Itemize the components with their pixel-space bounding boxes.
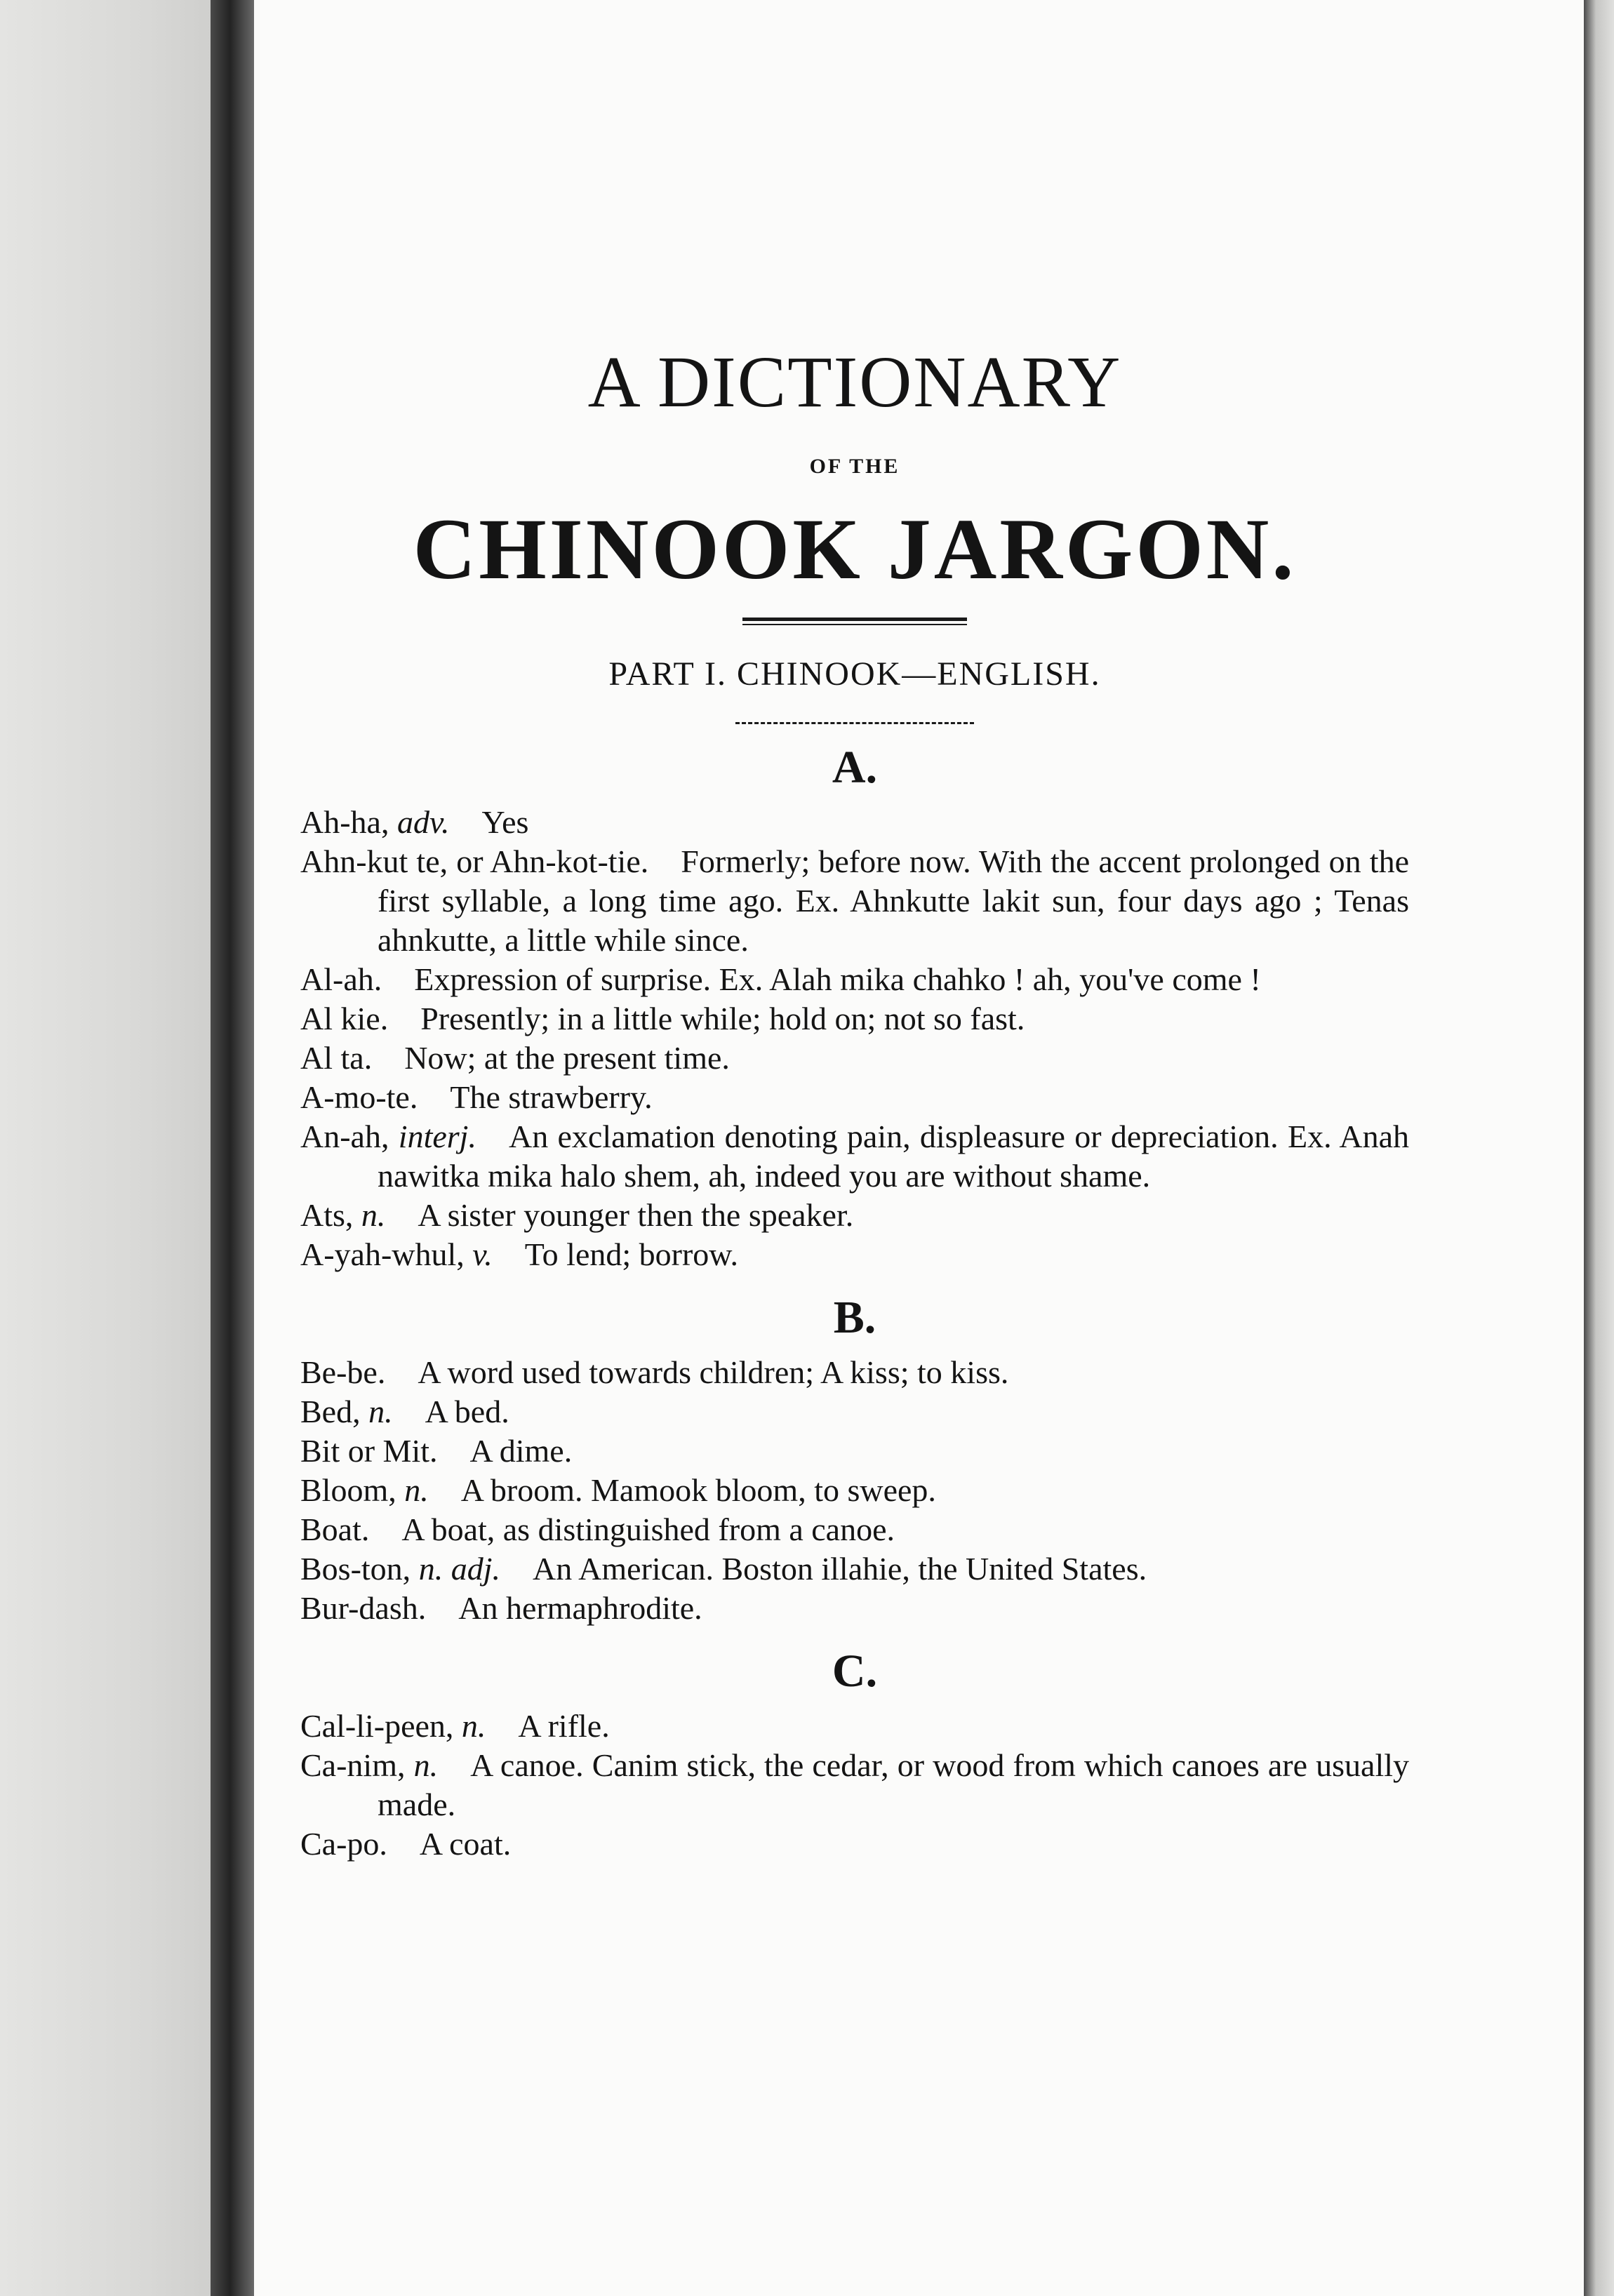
title-line-3: CHINOOK JARGON. xyxy=(413,501,1297,597)
entry-part-of-speech: adv. xyxy=(396,804,450,840)
dictionary-entry xyxy=(300,1392,1409,1431)
entry-definition: Formerly; before now. With the accent prolonged on the first syllable, a long time ago. Ex. Ahnkutte lakit sun, four days ago ; Tenas ahnkutte, a little while since. xyxy=(378,843,1409,958)
entry-headword: Al-ah. xyxy=(300,961,382,997)
entry-headword: A-mo-te. xyxy=(300,1079,418,1115)
entry-headword: Boat. xyxy=(300,1511,370,1547)
book-gutter xyxy=(211,0,254,2296)
letter-heading: C. xyxy=(832,1646,878,1697)
entry-definition: The strawberry. xyxy=(450,1079,653,1115)
letter-section xyxy=(300,1290,1409,1628)
entry-headword: Ca-po. xyxy=(300,1826,387,1862)
dictionary-entry xyxy=(300,1824,1409,1864)
dictionary-entry xyxy=(300,999,1409,1039)
entry-definition: A sister younger then the speaker. xyxy=(418,1197,854,1233)
entry-definition: An hermaphrodite. xyxy=(458,1590,702,1626)
page-edge xyxy=(1584,0,1614,2296)
entry-headword: Bos-ton, xyxy=(300,1551,411,1587)
entry-definition: To lend; borrow. xyxy=(524,1236,739,1272)
entry-part-of-speech: n. adj. xyxy=(418,1551,500,1587)
entry-definition: A broom. Mamook bloom, to sweep. xyxy=(460,1472,936,1508)
entry-headword: Cal-li-peen, xyxy=(300,1708,454,1744)
title-rule xyxy=(742,618,967,625)
entry-headword: Bur-dash. xyxy=(300,1590,427,1626)
entry-headword: Al kie. xyxy=(300,1001,389,1036)
entry-headword: Bed, xyxy=(300,1394,361,1429)
entry-headword: A-yah-whul, xyxy=(300,1236,465,1272)
dictionary-entry xyxy=(300,1549,1409,1589)
dictionary-entry xyxy=(300,1353,1409,1392)
letter-section xyxy=(300,1643,1409,1864)
letter-section xyxy=(300,740,1409,1274)
entry-definition: A boat, as distinguished from a canoe. xyxy=(401,1511,895,1547)
page-content xyxy=(300,337,1409,1864)
dictionary-entry xyxy=(300,960,1409,999)
dictionary-entry xyxy=(300,1078,1409,1117)
entry-definition: Now; at the present time. xyxy=(404,1040,730,1076)
entry-definition: A coat. xyxy=(419,1826,512,1862)
entry-headword: Be-be. xyxy=(300,1354,386,1390)
entry-definition: Expression of surprise. Ex. Alah mika chahko ! ah, you've come ! xyxy=(414,961,1261,997)
entry-part-of-speech: n. xyxy=(361,1197,386,1233)
dictionary-entry xyxy=(300,1746,1409,1824)
facing-page-margin xyxy=(0,0,211,2296)
dictionary-entry xyxy=(300,1471,1409,1510)
entry-headword: Ats, xyxy=(300,1197,354,1233)
entry-headword: Ahn-kut te, or Ahn-kot-tie. xyxy=(300,843,649,879)
entry-headword: Al ta. xyxy=(300,1040,373,1076)
entry-definition: An American. Boston illahie, the United States. xyxy=(532,1551,1147,1587)
letter-heading: B. xyxy=(833,1292,876,1343)
entry-part-of-speech: v. xyxy=(472,1236,493,1272)
dictionary-entry xyxy=(300,842,1409,960)
entry-part-of-speech: n. xyxy=(368,1394,393,1429)
title-line-2: OF THE xyxy=(809,455,900,478)
entry-headword: Bit or Mit. xyxy=(300,1433,438,1469)
dictionary-entry xyxy=(300,803,1409,842)
letter-heading: A. xyxy=(832,742,878,793)
title-line-1: A DICTIONARY xyxy=(587,342,1122,422)
entry-definition: A dime. xyxy=(469,1433,573,1469)
entry-headword: An-ah, xyxy=(300,1119,389,1154)
dictionary-entry xyxy=(300,1589,1409,1628)
entry-definition: A bed. xyxy=(425,1394,509,1429)
dictionary-entry xyxy=(300,1235,1409,1274)
entry-definition: An exclamation denoting pain, displeasure or depreciation. Ex. Anah nawitka mika halo shem, ah, indeed you are without shame. xyxy=(378,1119,1409,1194)
dictionary-entry xyxy=(300,1117,1409,1196)
entry-part-of-speech: n. xyxy=(413,1747,439,1783)
entry-definition: Presently; in a little while; hold on; not so fast. xyxy=(420,1001,1025,1036)
entry-definition: A canoe. Canim stick, the cedar, or wood from which canoes are usually made. xyxy=(378,1747,1410,1822)
entry-headword: Bloom, xyxy=(300,1472,396,1508)
entry-definition: Yes xyxy=(481,804,529,840)
dictionary-entry xyxy=(300,1510,1409,1549)
dictionary-sections xyxy=(300,740,1409,1864)
entry-part-of-speech: interj. xyxy=(398,1119,476,1154)
entry-headword: Ca-nim, xyxy=(300,1747,406,1783)
entry-part-of-speech: n. xyxy=(404,1472,429,1508)
entry-part-of-speech: n. xyxy=(461,1708,486,1744)
part-rule xyxy=(735,722,974,724)
entry-headword: Ah-ha, xyxy=(300,804,389,840)
entry-definition: A rifle. xyxy=(518,1708,610,1744)
part-heading: PART I. CHINOOK—ENGLISH. xyxy=(608,655,1101,693)
dictionary-entry xyxy=(300,1431,1409,1471)
dictionary-entry xyxy=(300,1707,1409,1746)
dictionary-entry xyxy=(300,1039,1409,1078)
dictionary-entry xyxy=(300,1196,1409,1235)
entry-definition: A word used towards children; A kiss; to kiss. xyxy=(418,1354,1009,1390)
